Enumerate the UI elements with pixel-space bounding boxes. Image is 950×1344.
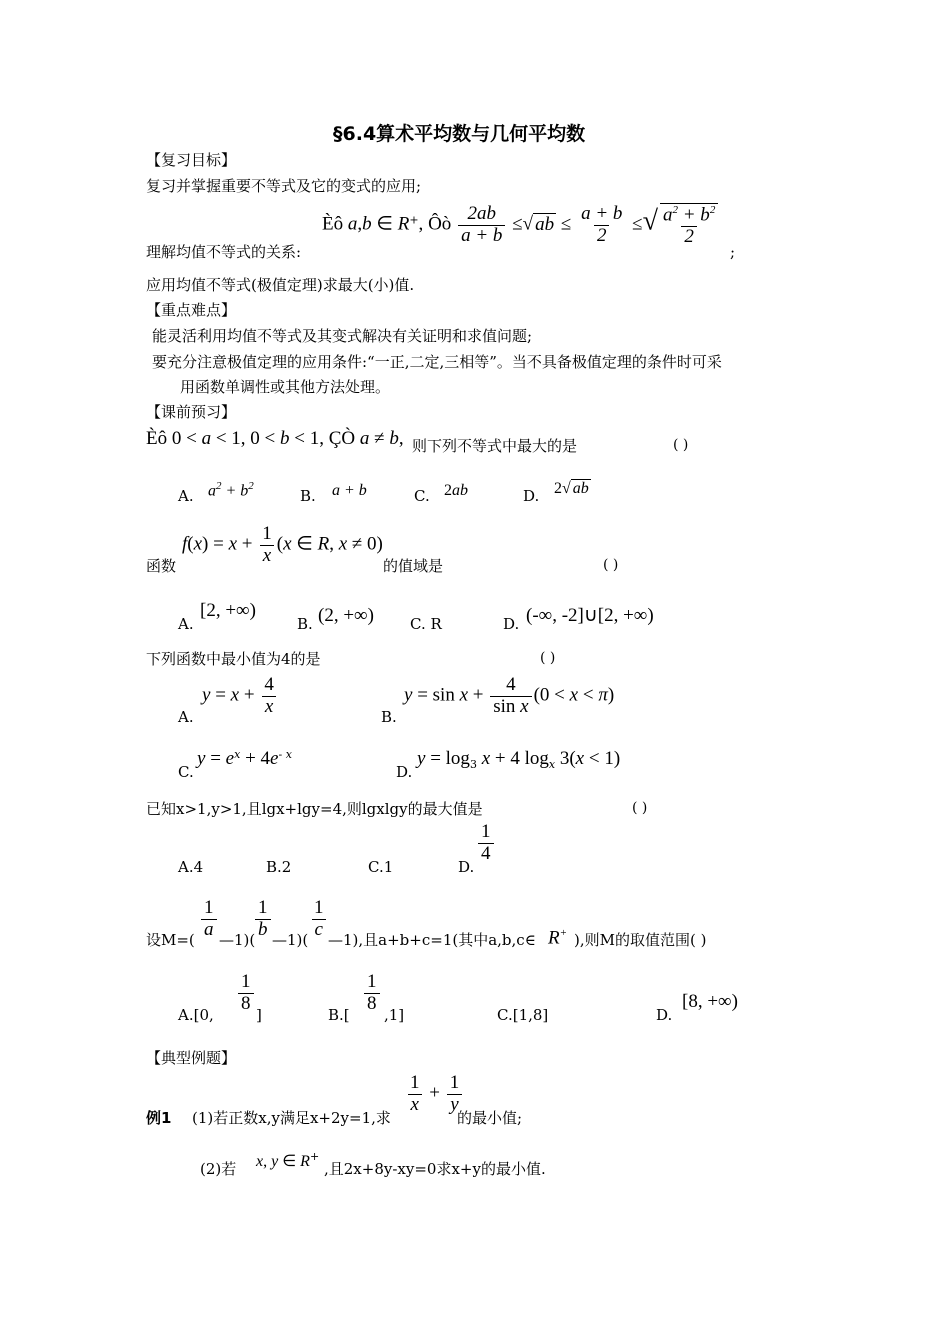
q1-answer-blank: ( ) — [673, 437, 689, 453]
key-line-1: 能灵活利用均值不等式及其变式解决有关证明和求值问题; — [152, 327, 533, 345]
q3-option-b-label: B. — [381, 708, 397, 726]
q3-option-b: y = sin x + $\frac{4}{\text{sin x}}$ (0 < x < π) — [404, 674, 615, 717]
q2-option-b: (2, +∞) — [318, 605, 374, 626]
q5-option-a-frac: $\frac{1}{8}$ — [236, 972, 256, 1015]
q4-option-d-label: D. — [458, 858, 475, 876]
section-examples: 【典型例题】 — [146, 1049, 237, 1067]
section-key-points: 【重点难点】 — [146, 301, 237, 319]
section-preview: 【课前预习】 — [146, 403, 237, 421]
q5-option-b-frac: $\frac{1}{8}$ — [362, 972, 382, 1015]
q2-option-a: [2, +∞) — [200, 600, 256, 621]
section-review-goals: 【复习目标】 — [146, 151, 237, 169]
q2-option-b-label: B. — [297, 615, 313, 633]
q3-option-c-label: C. — [178, 763, 194, 781]
q3-text: 下列函数中最小值为4的是 — [146, 650, 321, 668]
q1-condition: Èô 0 < a < 1, 0 < b < 1, ÇÒ a ≠ b, — [146, 428, 404, 449]
key-line-3: 用函数单调性或其他方法处理。 — [180, 378, 391, 396]
q2-option-c: C. R — [410, 615, 442, 633]
q4-answer-blank: ( ) — [632, 800, 648, 816]
q3-answer-blank: ( ) — [540, 650, 556, 666]
goal-line-2-tail: ; — [730, 243, 736, 261]
goal-line-3: 应用均值不等式(极值定理)求最大(小)值. — [146, 276, 415, 294]
q2-function: f(x) = x + $\frac{1}{x}$ (x ∈ R, x ≠ 0) — [182, 523, 383, 566]
q2-text: 的值域是 — [383, 557, 444, 575]
q5-frac-c: $\frac{1}{c}$ — [309, 898, 329, 941]
q1-option-c: 2ab — [444, 482, 468, 499]
q2-answer-blank: ( ) — [603, 557, 619, 573]
q5-prefix: 设M=( — [146, 931, 195, 949]
q5-mid-1: —1)( — [219, 931, 256, 949]
q1-option-a: $a^2 + b^2$ — [208, 480, 254, 500]
q1-option-b: a + b — [332, 482, 367, 499]
q5-option-a-label: A.[0, — [178, 1006, 214, 1024]
example1-part1-tail: 的最小值; — [457, 1109, 523, 1127]
example1-part1-expr: $\frac{1}{x}$ + $\frac{1}{y}$ — [405, 1073, 464, 1116]
goal-line-1: 复习并掌握重要不等式及它的变式的应用; — [146, 177, 422, 195]
q3-option-d: $y = \log_3 x + 4$ $\log_x 3(x < 1)$ — [417, 748, 621, 771]
q1-option-b-label: B. — [300, 487, 316, 505]
q1-text: 则下列不等式中最大的是 — [412, 437, 578, 455]
example1-part1-prefix: (1)若正数x,y满足x+2y=1,求 — [192, 1109, 391, 1127]
q5-option-d-label: D. — [656, 1006, 673, 1024]
q1-option-c-label: C. — [414, 487, 430, 505]
q3-option-d-label: D. — [396, 763, 413, 781]
q3-option-a: y = x + $\frac{4}{x}$ — [202, 675, 279, 718]
q4-option-c: C.1 — [368, 858, 394, 876]
q2-option-d-label: D. — [503, 615, 520, 633]
q2-prefix: 函数 — [146, 557, 177, 575]
goal-line-2-prefix: 理解均值不等式的关系: — [146, 243, 302, 261]
q4-option-a: A.4 — [178, 858, 204, 876]
q5-option-b-close: ,1] — [384, 1006, 405, 1024]
example1-part2-expr: x, y ∈ R+ — [256, 1150, 320, 1170]
q3-option-c: $y = e^x + 4e^{- x}$ — [197, 748, 292, 769]
example1-label: 例1 — [146, 1109, 172, 1127]
example1-part2-prefix: (2)若 — [200, 1160, 237, 1178]
q5-tail: ),则M的取值范围( ) — [574, 931, 707, 949]
q4-option-b: B.2 — [266, 858, 292, 876]
q2-option-d: (-∞, -2]∪[2, +∞) — [526, 605, 654, 626]
q4-text: 已知x>1,y>1,且lgx+lgy=4,则lgxlgy的最大值是 — [146, 800, 483, 818]
q5-mid-3: —1),且a+b+c=1(其中a,b,c∈ — [328, 931, 536, 949]
q5-frac-a: $\frac{1}{a}$ — [199, 898, 219, 941]
q1-option-d-label: D. — [523, 487, 540, 505]
q5-option-d: [8, +∞) — [682, 991, 738, 1012]
q1-option-a-label: A. — [178, 487, 194, 505]
q5-option-a-close: ] — [256, 1006, 262, 1024]
mean-inequality-formula: Èô a,b ∈ R+, Ôò $\frac{2ab}{a + b}$ ≤√ ab ≤ $\frac{a + b}{2}$ ≤√ $\frac{a^2 + b^2}{2}$ — [322, 203, 720, 248]
page-title: §6.4算术平均数与几何平均数 — [333, 123, 586, 145]
key-line-2: 要充分注意极值定理的应用条件:“一正,二定,三相等”。当不具备极值定理的条件时可采 — [152, 353, 722, 371]
example1-part2-tail: ,且2x+8y-xy=0求x+y的最小值. — [324, 1160, 546, 1178]
q4-option-d: $\frac{1}{4}$ — [476, 822, 496, 865]
q1-option-d: 2√ ab — [554, 480, 589, 497]
q5-option-c: C.[1,8] — [497, 1006, 549, 1024]
q5-mid-2: —1)( — [272, 931, 309, 949]
q3-option-a-label: A. — [178, 708, 194, 726]
q5-frac-b: $\frac{1}{b}$ — [253, 898, 273, 941]
q2-option-a-label: A. — [178, 615, 194, 633]
q5-set-r-plus: R+ — [548, 927, 568, 949]
q5-option-b-label: B.[ — [328, 1006, 350, 1024]
